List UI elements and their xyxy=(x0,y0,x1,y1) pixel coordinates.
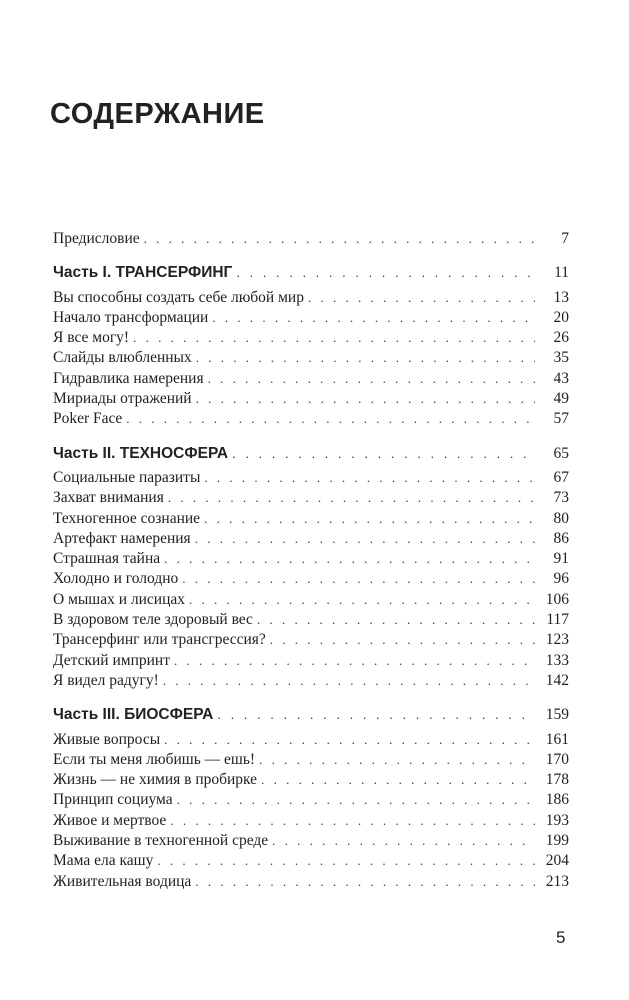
toc-entry[interactable] xyxy=(53,751,569,771)
dot-leader xyxy=(196,391,535,407)
toc-entry-title: Выживание в техногенной среде xyxy=(53,832,269,850)
toc-entry-title: Мириады отражений xyxy=(53,390,192,408)
dot-leader xyxy=(204,511,535,527)
dot-leader xyxy=(259,752,535,768)
dot-leader xyxy=(195,874,535,890)
toc-entry-page: 73 xyxy=(553,489,569,507)
dot-leader xyxy=(308,290,535,306)
toc-part-title: Часть II. ТЕХНОСФЕРА xyxy=(53,444,229,462)
dot-leader xyxy=(157,853,535,869)
toc-entry[interactable] xyxy=(53,289,569,309)
toc-entry[interactable] xyxy=(53,672,569,692)
toc-entry[interactable] xyxy=(53,550,569,570)
toc-entry-page: 178 xyxy=(545,771,569,789)
toc-entry-page: 204 xyxy=(545,852,569,870)
dot-leader xyxy=(270,632,535,648)
dot-leader xyxy=(144,231,535,247)
toc-entry[interactable] xyxy=(53,410,569,430)
dot-leader xyxy=(164,732,535,748)
dot-leader xyxy=(195,531,535,547)
toc-entry[interactable] xyxy=(53,832,569,852)
toc-entry-title: Я все могу! xyxy=(53,329,130,347)
toc-entry-page: 161 xyxy=(545,730,569,748)
toc-entry-title: В здоровом теле здоровый вес xyxy=(53,611,253,629)
toc-entry[interactable] xyxy=(53,852,569,872)
toc-entry[interactable] xyxy=(53,489,569,509)
dot-leader xyxy=(189,592,535,608)
page-title: СОДЕРЖАНИЕ xyxy=(50,98,265,130)
toc-entry-title: Детский импринт xyxy=(53,651,170,669)
toc-entry-page: 106 xyxy=(545,590,569,608)
dot-leader xyxy=(272,833,535,849)
dot-leader xyxy=(261,772,535,788)
toc-entry-title: Предисловие xyxy=(53,230,140,247)
toc-entry[interactable] xyxy=(53,469,569,489)
toc-entry-title: Гидравлика намерения xyxy=(53,369,204,387)
toc-entry-page: 43 xyxy=(553,369,569,387)
table-of-contents xyxy=(53,230,569,893)
dot-leader xyxy=(174,653,535,669)
toc-entry-title: Живительная водица xyxy=(53,872,192,890)
dot-leader xyxy=(236,265,535,280)
toc-entry[interactable] xyxy=(53,370,569,390)
toc-entry-title: Я видел радугу! xyxy=(53,671,159,689)
toc-entry-page: 133 xyxy=(545,651,569,669)
toc-entry-title: Социальные паразиты xyxy=(53,468,201,486)
toc-entry-page: 91 xyxy=(553,550,569,568)
toc-entry-page: 123 xyxy=(545,631,569,649)
toc-entry-page: 57 xyxy=(553,410,569,428)
toc-entry-title: Poker Face xyxy=(53,410,123,428)
toc-entry-title: Трансерфинг или трансгрессия? xyxy=(53,631,266,649)
toc-part-title: Часть III. БИОСФЕРА xyxy=(53,706,214,724)
dot-leader xyxy=(196,350,535,366)
dot-leader xyxy=(168,490,535,506)
toc-entry[interactable] xyxy=(53,530,569,550)
toc-entry-title: Жизнь — не химия в пробирке xyxy=(53,771,258,789)
dot-leader xyxy=(126,411,535,427)
toc-entry-title: Вы способны создать себе любой мир xyxy=(53,288,304,306)
toc-entry[interactable] xyxy=(53,570,569,590)
toc-entry-title: О мышах и лисицах xyxy=(53,590,186,608)
toc-entry-page: 193 xyxy=(545,811,569,829)
toc-entry-title: Слайды влюбленных xyxy=(53,349,192,367)
toc-entry-page: 142 xyxy=(545,671,569,689)
toc-entry-page: 186 xyxy=(545,791,569,809)
toc-entry-page: 96 xyxy=(553,570,569,588)
toc-entry[interactable] xyxy=(53,349,569,369)
dot-leader xyxy=(257,612,535,628)
toc-part-title: Часть I. ТРАНСЕРФИНГ xyxy=(53,264,233,282)
dot-leader xyxy=(212,310,535,326)
toc-entry[interactable] xyxy=(53,731,569,751)
toc-entry-title: Если ты меня любишь — ешь! xyxy=(53,750,256,768)
toc-entry-page: 67 xyxy=(553,468,569,486)
toc-entry-page: 13 xyxy=(553,288,569,306)
toc-entry-title: Живые вопросы xyxy=(53,730,161,748)
toc-entry[interactable] xyxy=(53,812,569,832)
toc-entry-title: Захват внимания xyxy=(53,489,164,507)
dot-leader xyxy=(133,330,535,346)
toc-entry-title: Страшная тайна xyxy=(53,550,161,568)
toc-entry-page: 213 xyxy=(545,872,569,890)
toc-entry[interactable] xyxy=(53,510,569,530)
toc-part-heading[interactable] xyxy=(53,264,569,284)
dot-leader xyxy=(182,571,535,587)
toc-entry-page: 49 xyxy=(553,390,569,408)
toc-part-heading[interactable] xyxy=(53,706,569,726)
toc-entry-page: 117 xyxy=(546,611,569,629)
toc-entry[interactable] xyxy=(53,611,569,631)
toc-entry[interactable] xyxy=(53,591,569,611)
dot-leader xyxy=(217,707,535,722)
toc-entry-page: 170 xyxy=(545,750,569,768)
toc-entry[interactable] xyxy=(53,329,569,349)
toc-entry-page: 80 xyxy=(553,509,569,527)
dot-leader xyxy=(170,813,535,829)
toc-entry-page: 86 xyxy=(553,529,569,547)
dot-leader xyxy=(208,371,535,387)
toc-entry[interactable] xyxy=(53,771,569,791)
toc-entry-page: 26 xyxy=(553,329,569,347)
toc-entry-page: 20 xyxy=(553,308,569,326)
page-number: 5 xyxy=(556,928,566,947)
dot-leader xyxy=(163,673,535,689)
toc-part-page: 159 xyxy=(545,706,569,724)
toc-entry[interactable] xyxy=(53,652,569,672)
toc-entry-title: Артефакт намерения xyxy=(53,529,191,547)
toc-entry-title: Холодно и голодно xyxy=(53,570,179,588)
dot-leader xyxy=(164,551,535,567)
toc-entry-page: 35 xyxy=(553,349,569,367)
toc-entry[interactable] xyxy=(53,791,569,811)
toc-entry[interactable] xyxy=(53,390,569,410)
toc-part-page: 11 xyxy=(554,264,569,282)
toc-entry-title: Начало трансформации xyxy=(53,308,209,326)
toc-entry-title: Мама ела кашу xyxy=(53,852,154,870)
toc-entry-page: 7 xyxy=(561,230,569,247)
dot-leader xyxy=(232,446,535,461)
toc-entry-preface[interactable] xyxy=(53,230,569,250)
toc-entry-title: Живое и мертвое xyxy=(53,811,167,829)
toc-entry-title: Принцип социума xyxy=(53,791,173,809)
dot-leader xyxy=(204,470,535,486)
toc-entry[interactable] xyxy=(53,631,569,651)
dot-leader xyxy=(177,792,535,808)
toc-part-heading[interactable] xyxy=(53,445,569,465)
toc-entry-page: 199 xyxy=(545,832,569,850)
toc-entry-title: Техногенное сознание xyxy=(53,509,201,527)
toc-entry[interactable] xyxy=(53,309,569,329)
toc-entry[interactable] xyxy=(53,873,569,893)
toc-part-page: 65 xyxy=(553,444,569,462)
